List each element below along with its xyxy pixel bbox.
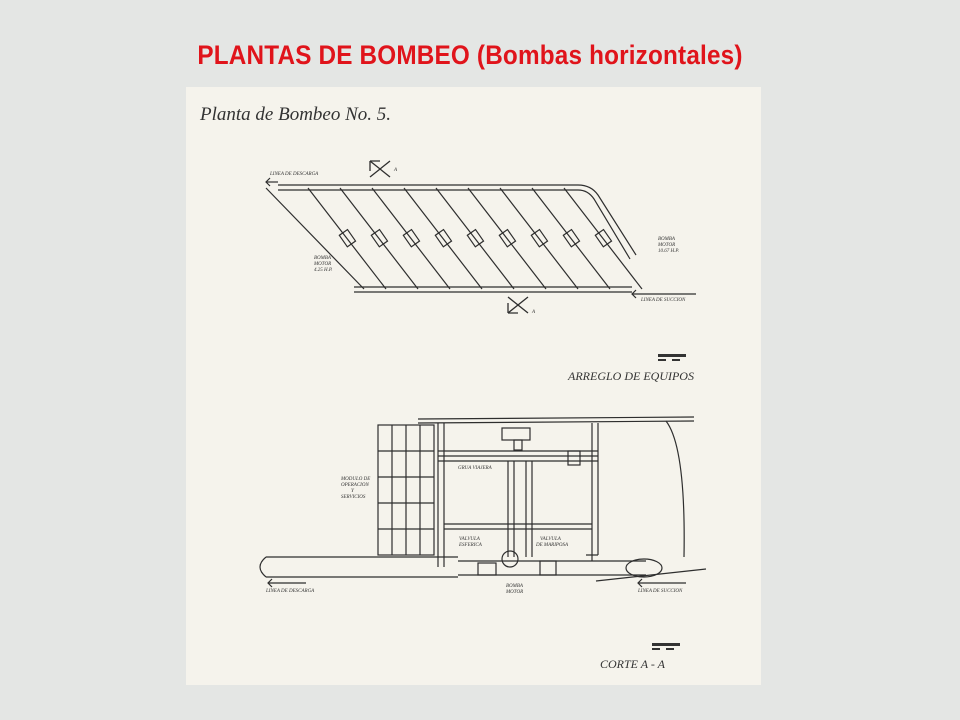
section-view — [260, 417, 706, 581]
svg-text:BOMBA: BOMBA — [506, 584, 523, 589]
plan-title: Planta de Bombeo No. 5. — [200, 104, 392, 125]
pump-branch-pipe — [532, 188, 610, 289]
suction-arrow — [632, 290, 696, 298]
svg-text:MOTOR: MOTOR — [658, 243, 676, 248]
pump-branches — [308, 188, 642, 289]
svg-text:VALVULA: VALVULA — [459, 537, 480, 542]
plan-view — [266, 185, 642, 292]
section-marker-bottom — [508, 297, 528, 313]
plan-scale-bar — [658, 354, 686, 361]
section-discharge-arrow — [268, 579, 306, 587]
svg-text:10.67 H.P.: 10.67 H.P. — [658, 249, 680, 254]
svg-text:MOTOR: MOTOR — [314, 262, 332, 267]
svg-text:Y: Y — [351, 489, 354, 494]
module-label — [340, 477, 370, 500]
plan-pump-right-label — [657, 237, 679, 254]
section-caption: CORTE A - A — [600, 657, 666, 671]
valve-right-label — [535, 537, 569, 548]
svg-text:BOMBA: BOMBA — [314, 256, 331, 261]
svg-text:4.25 H.P.: 4.25 H.P. — [314, 268, 333, 273]
section-discharge-label: LINEA DE DESCARGA — [266, 589, 315, 594]
pump-branch-pipe — [436, 188, 514, 289]
section-pump-label — [505, 584, 524, 595]
plan-suction-label: LINEA DE SUCCION — [641, 298, 686, 303]
slide-title: PLANTAS DE BOMBEO (Bombas horizontales) — [197, 40, 743, 70]
technical-drawing — [186, 87, 761, 685]
discharge-arrow — [266, 178, 278, 186]
svg-text:DE MARIPOSA: DE MARIPOSA — [536, 543, 569, 548]
pump-branch-pipe — [372, 188, 450, 289]
pump-branch-pipe — [308, 188, 386, 289]
svg-text:MOTOR: MOTOR — [506, 590, 524, 595]
section-marker-bottom-label: A — [532, 310, 536, 315]
section-suction-label: LINEA DE SUCCION — [638, 589, 683, 594]
plan-discharge-label: LINEA DE DESCARGA — [270, 172, 319, 177]
plan-caption: ARREGLO DE EQUIPOS — [568, 369, 694, 383]
plan-pump-left-label — [313, 256, 333, 273]
svg-text:MODULO DE: MODULO DE — [341, 477, 371, 482]
pump-station-drawing — [186, 87, 761, 685]
svg-text:SERVICIOS: SERVICIOS — [341, 495, 366, 500]
valve-left-label — [458, 537, 483, 548]
svg-text:ESFERICA: ESFERICA — [459, 543, 482, 548]
pump-branch-pipe — [340, 188, 418, 289]
pump-branch-pipe — [404, 188, 482, 289]
section-scale-bar — [652, 643, 680, 650]
crane-label: GRUA VIAJERA — [458, 466, 492, 471]
section-suction-arrow — [638, 579, 686, 587]
svg-text:VALVULA: VALVULA — [540, 537, 561, 542]
pump-branch-pipe — [500, 188, 578, 289]
svg-text:OPERACION: OPERACION — [341, 483, 369, 488]
section-marker-top-label: A — [394, 168, 398, 173]
svg-text:BOMBA: BOMBA — [658, 237, 675, 242]
pump-branch-pipe — [468, 188, 546, 289]
section-marker-top — [370, 161, 390, 177]
